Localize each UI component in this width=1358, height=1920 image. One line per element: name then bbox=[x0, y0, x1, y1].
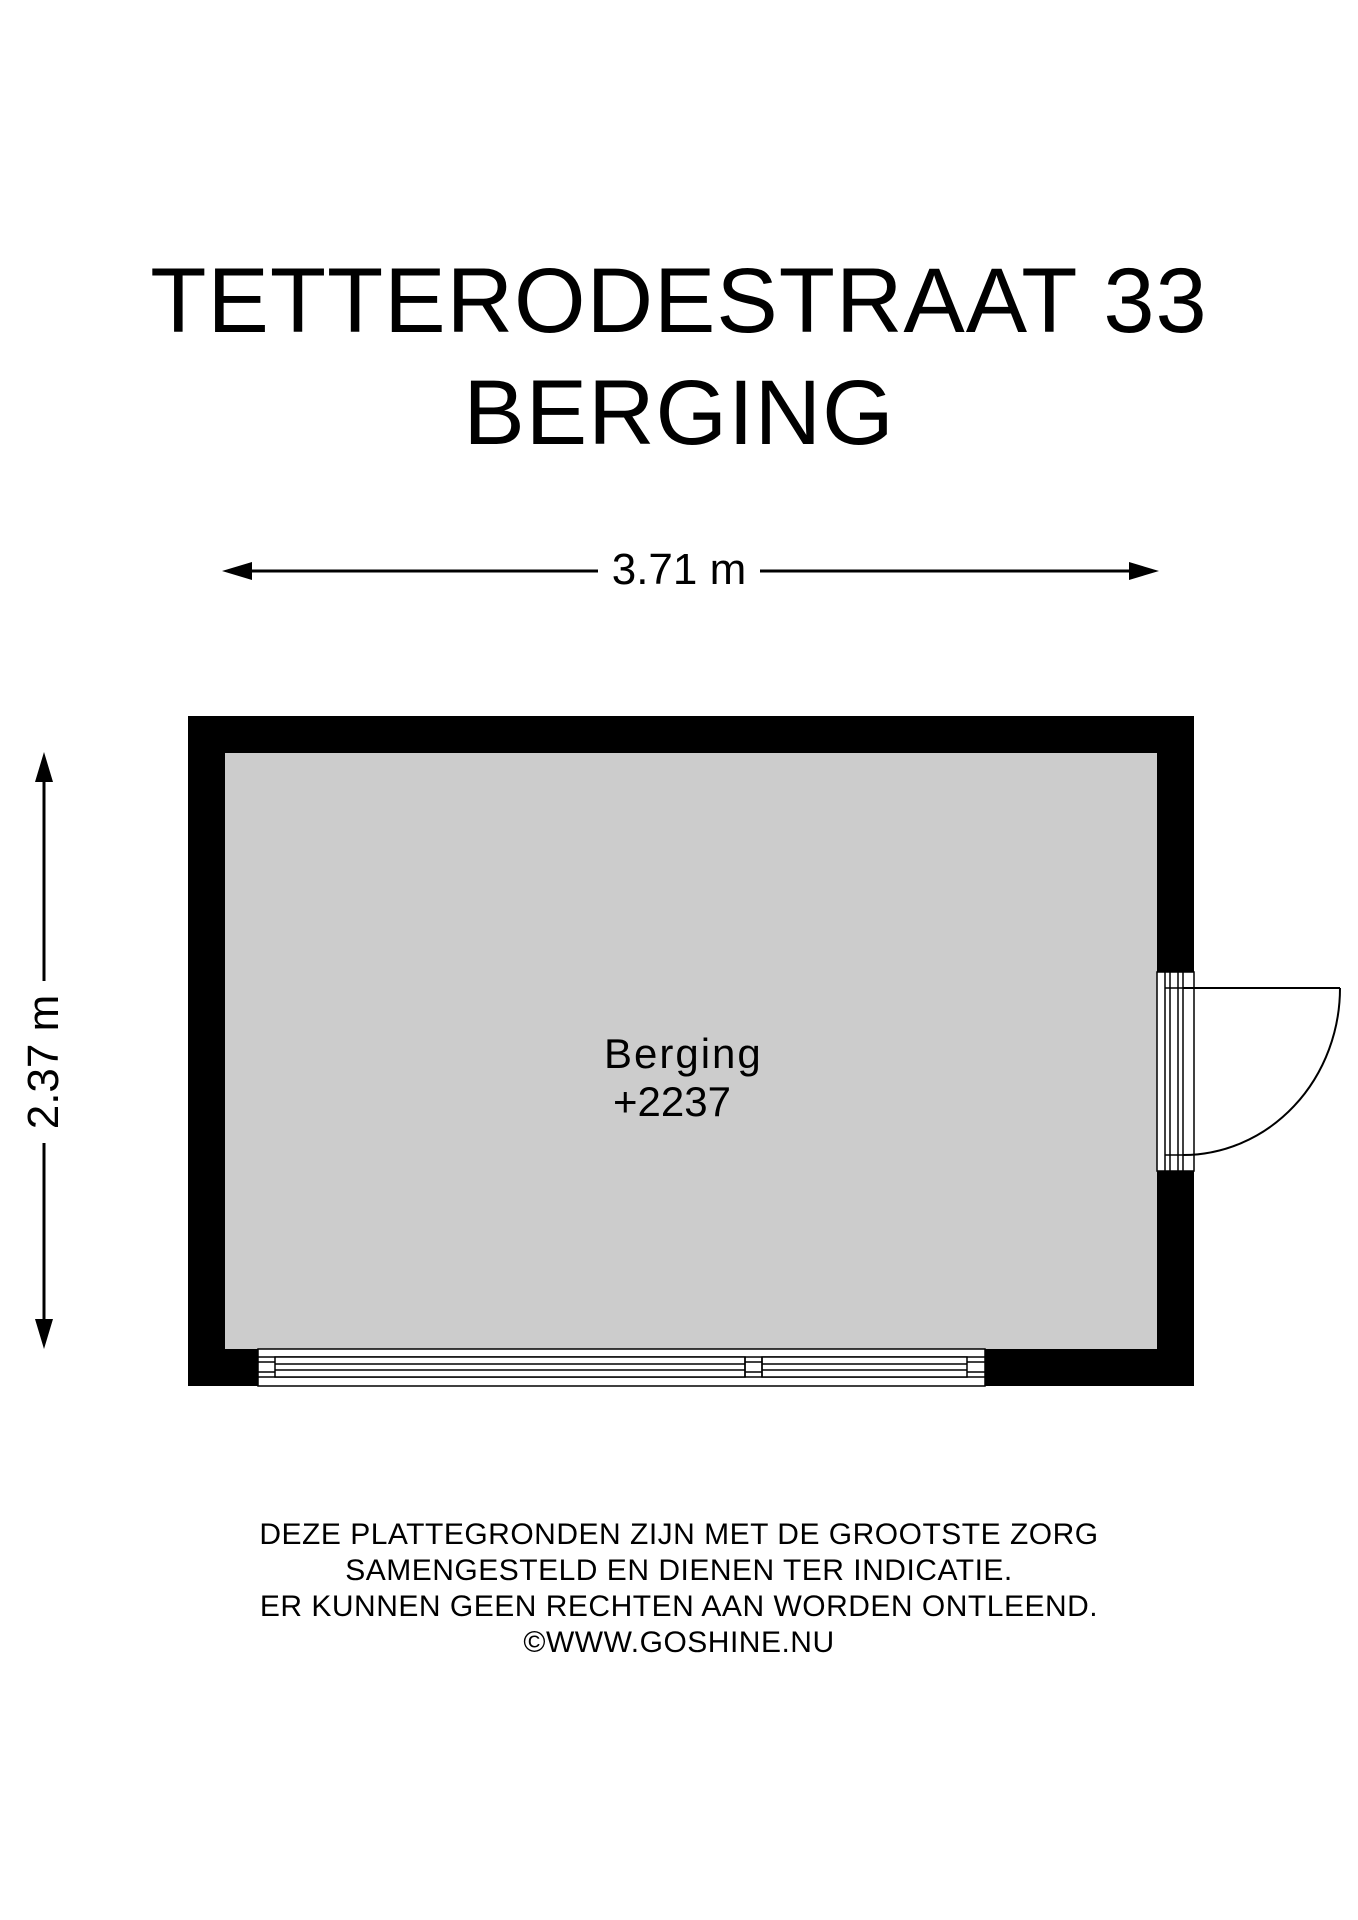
wall-top bbox=[188, 716, 1194, 753]
room-name-label: Berging bbox=[604, 1030, 763, 1077]
title-address: TETTERODESTRAAT 33 bbox=[150, 250, 1208, 352]
copyright-line: ©WWW.GOSHINE.NU bbox=[523, 1626, 835, 1659]
wall-bottom-right bbox=[985, 1349, 1194, 1386]
height-dimension-label: 2.37 m bbox=[19, 981, 68, 1144]
disclaimer-line: ER KUNNEN GEEN RECHTEN AAN WORDEN ONTLEEND. bbox=[259, 1590, 1099, 1623]
door-swing-arc bbox=[1183, 988, 1340, 1155]
wall-right-upper bbox=[1157, 716, 1194, 972]
right-door bbox=[1157, 972, 1340, 1171]
room-level-label: +2237 bbox=[613, 1078, 731, 1125]
wall-bottom-left bbox=[188, 1349, 258, 1386]
title-subtitle: BERGING bbox=[463, 362, 895, 464]
disclaimer-line: DEZE PLATTEGRONDEN ZIJN MET DE GROOTSTE ZORG bbox=[259, 1518, 1099, 1551]
bottom-window bbox=[258, 1349, 985, 1386]
width-dimension-label: 3.71 m bbox=[598, 545, 761, 594]
wall-left bbox=[188, 716, 225, 1386]
disclaimer-line: SAMENGESTELD EN DIENEN TER INDICATIE. bbox=[345, 1554, 1013, 1587]
width-dimension bbox=[0, 545, 1358, 594]
height-dimension bbox=[19, 942, 68, 1182]
